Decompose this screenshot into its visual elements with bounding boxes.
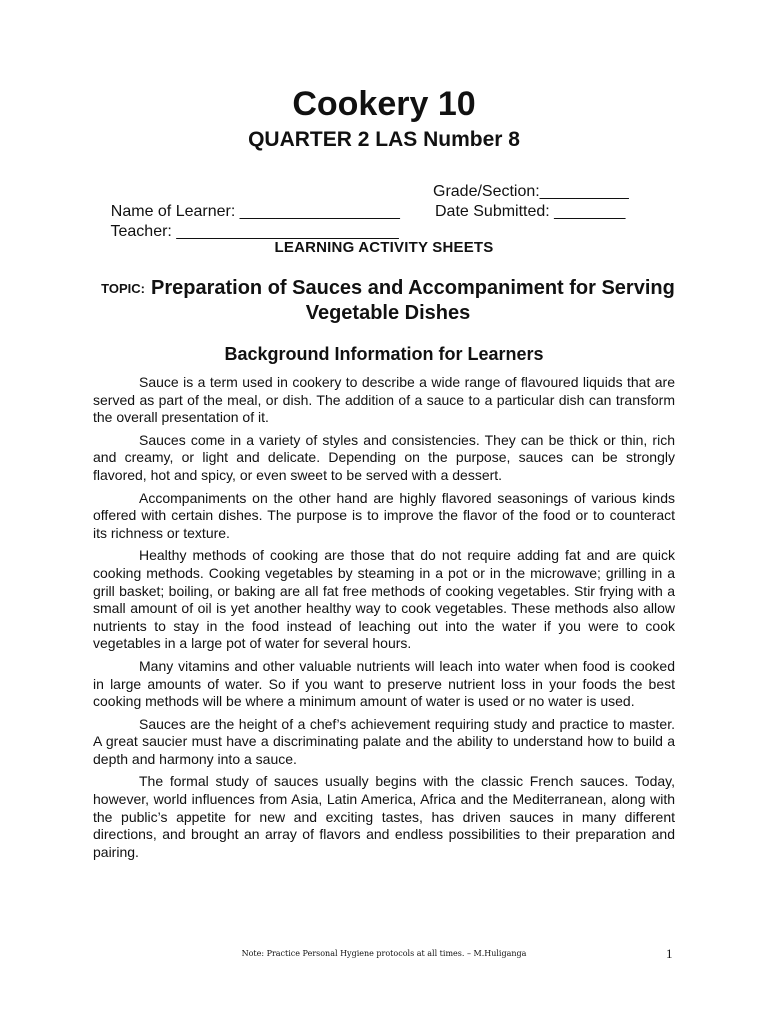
topic-heading (93, 276, 683, 325)
grade-section-field: Grade/Section:__________ (433, 183, 629, 200)
las-heading: LEARNING ACTIVITY SHEETS (274, 239, 494, 256)
topic-label: TOPIC: (101, 281, 145, 296)
body-text (93, 374, 675, 866)
document-subtitle: QUARTER 2 LAS Number 8 (248, 128, 520, 151)
paragraph: Sauces come in a variety of styles and consistencies. They can be thick or thin, rich and creamy, or light and delicate. Depending on the purpose, sauces can be strongly flavored, hot and spicy, or even sweet to be served with a dessert. (93, 431, 675, 483)
date-submitted-field: Date Submitted: ________ (435, 203, 626, 220)
page-number: 1 (666, 946, 673, 961)
document-title: Cookery 10 (292, 85, 476, 123)
paragraph: Many vitamins and other valuable nutrients will leach into water when food is cooked in large amounts of water. So if you want to preserve nutrient loss in your foods the best cooking methods will be where a minimum amount of water is used or no water is used. (93, 657, 675, 710)
paragraph: Sauce is a term used in cookery to describe a wide range of flavoured liquids that are served as part of the meal, or dish. The addition of a sauce to a particular dish can transform the overall presentation of it. (93, 374, 675, 426)
paragraph: Healthy methods of cooking are those that do not require adding fat and are quick cooking methods. Cooking vegetables by steaming in a pot or in the microwave; grilling in a grill basket; boiling, or baking are all fat free methods of cooking vegetables. Stir frying with a small amount of oil is yet another healthy way to cook vegetables. These methods also allow nutrients to stay in the food instead of leaching out into the water if you were to cook vegetables in a large pot of water for several hours. (93, 547, 675, 652)
paragraph: Accompaniments on the other hand are highly flavored seasonings of various kinds offered with certain dishes. The purpose is to improve the flavor of the food or to counteract its richness or texture. (93, 489, 675, 541)
name-of-learner-field: Name of Learner: __________________ (110, 203, 400, 220)
topic-text: Preparation of Sauces and Accompaniment for Serving Vegetable Dishes (151, 277, 675, 324)
paragraph: The formal study of sauces usually begins with the classic French sauces. Today, however, world influences from Asia, Latin America, Africa and the Mediterranean, along with the public’s appetite for new and exciting tastes, has driven sauces in many different directions, and brought an array of flavors and endless possibilities to their preparation and pairing. (93, 773, 675, 860)
footer-note: Note: Practice Personal Hygiene protocols at all times. – M.Huliganga (241, 949, 527, 958)
paragraph: Sauces are the height of a chef’s achievement requiring study and practice to master. A great saucier must have a discriminating palate and the ability to understand how to build a depth and harmony into a sauce. (93, 715, 675, 767)
teacher-field: Teacher: _________________________ (110, 223, 399, 240)
background-heading: Background Information for Learners (224, 344, 544, 364)
